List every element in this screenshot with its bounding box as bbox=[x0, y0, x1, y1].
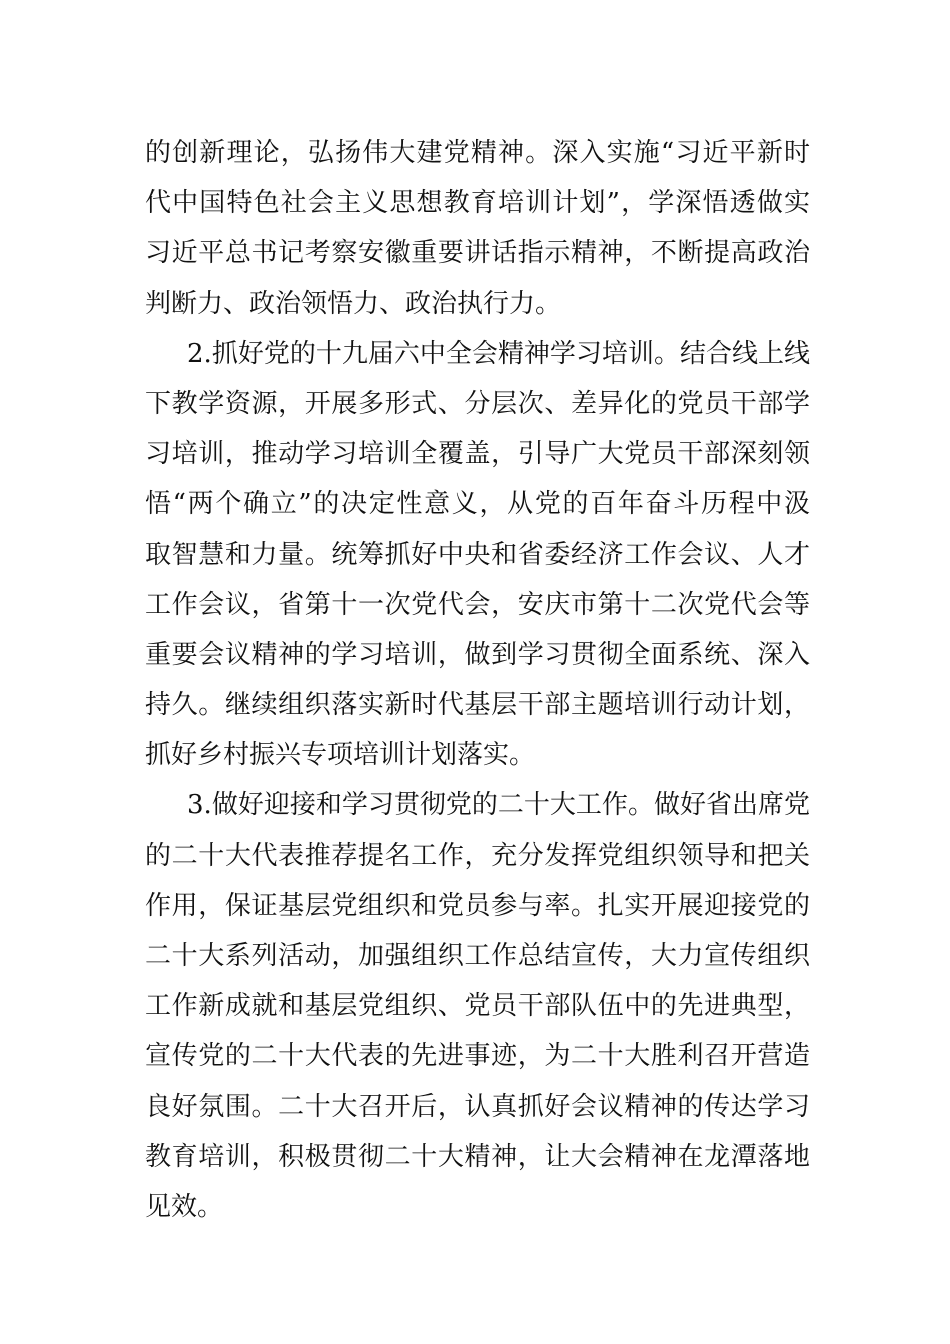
paragraph-first-line: 3.做好迎接和学习贯彻党的二十大工作。做好省出席党 bbox=[187, 790, 810, 821]
text-line: 重要会议精神的学习培训，做到学习贯彻全面系统、深入 bbox=[145, 639, 810, 670]
text-line: 悟“两个确立”的决定性意义，从党的百年奋斗历程中汲 bbox=[145, 489, 810, 520]
text-line: 的创新理论，弘扬伟大建党精神。深入实施“习近平新时 bbox=[145, 138, 810, 168]
text-line: 的二十大代表推荐提名工作，充分发挥党组织领导和把关 bbox=[145, 840, 810, 871]
text-line: 工作会议，省第十一次党代会，安庆市第十二次党代会等 bbox=[145, 589, 810, 620]
text-line: 见效。 bbox=[145, 1191, 224, 1222]
text-line: 持久。继续组织落实新时代基层干部主题培训行动计划， bbox=[145, 690, 810, 721]
text-line: 取智慧和力量。统筹抓好中央和省委经济工作会议、人才 bbox=[145, 539, 810, 570]
text-line: 良好氛围。二十大召开后，认真抓好会议精神的传达学习 bbox=[145, 1091, 810, 1122]
paragraph-first-line: 2.抓好党的十九届六中全会精神学习培训。结合线上线 bbox=[187, 338, 810, 369]
text-line: 下教学资源，开展多形式、分层次、差异化的党员干部学 bbox=[145, 388, 810, 419]
text-line: 习近平总书记考察安徽重要讲话指示精神，不断提高政治 bbox=[145, 238, 810, 269]
text-line: 抓好乡村振兴专项培训计划落实。 bbox=[145, 740, 536, 771]
paragraph-2 bbox=[145, 329, 810, 781]
text-line: 作用，保证基层党组织和党员参与率。扎实开展迎接党的 bbox=[145, 890, 810, 921]
text-line: 习培训，推动学习培训全覆盖，引导广大党员干部深刻领 bbox=[145, 439, 810, 470]
text-line: 判断力、政治领悟力、政治执行力。 bbox=[145, 288, 562, 319]
body-text bbox=[145, 128, 810, 1232]
paragraph-1 bbox=[145, 128, 810, 329]
text-line: 教育培训，积极贯彻二十大精神，让大会精神在龙潭落地 bbox=[145, 1141, 810, 1172]
text-line: 二十大系列活动，加强组织工作总结宣传，大力宣传组织 bbox=[145, 941, 810, 971]
text-line: 代中国特色社会主义思想教育培训计划”，学深悟透做实 bbox=[145, 188, 810, 219]
text-line: 宣传党的二十大代表的先进事迹，为二十大胜利召开营造 bbox=[145, 1041, 810, 1072]
paragraph-3 bbox=[145, 780, 810, 1232]
text-line: 工作新成就和基层党组织、党员干部队伍中的先进典型， bbox=[145, 991, 810, 1022]
